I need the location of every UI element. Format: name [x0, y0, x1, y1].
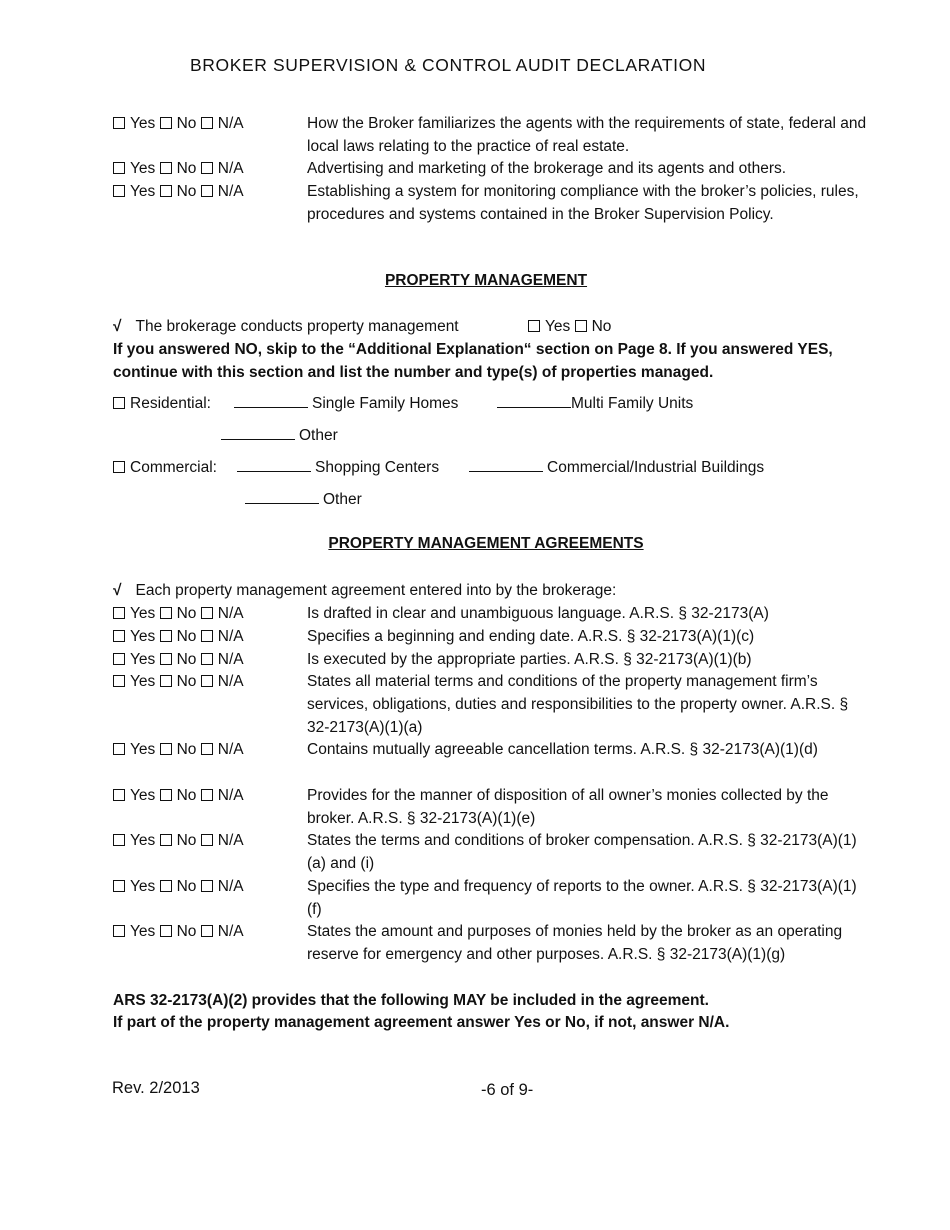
- yes-checkbox[interactable]: [528, 320, 540, 332]
- na-checkbox[interactable]: [201, 675, 213, 687]
- yes-checkbox[interactable]: [113, 789, 125, 801]
- item-description: Specifies the type and frequency of reports to the owner. A.R.S. § 32-2173(A)(1)(f): [307, 878, 857, 918]
- no-label: No: [176, 651, 197, 668]
- agreement-note-line-1: ARS 32-2173(A)(2) provides that the following MAY be included in the agreement.: [113, 992, 709, 1009]
- agreements-intro: [113, 579, 616, 602]
- na-checkbox[interactable]: [201, 743, 213, 755]
- yes-label: Yes: [130, 183, 156, 200]
- yes-checkbox[interactable]: [113, 653, 125, 665]
- answer-options: [113, 670, 244, 693]
- na-checkbox[interactable]: [201, 789, 213, 801]
- yes-checkbox[interactable]: [113, 117, 125, 129]
- no-label: No: [176, 160, 197, 177]
- na-checkbox[interactable]: [201, 630, 213, 642]
- section-title-agreements: PROPERTY MANAGEMENT AGREEMENTS: [328, 535, 644, 552]
- property-management-question: [113, 315, 459, 338]
- na-label: N/A: [217, 651, 244, 668]
- na-checkbox[interactable]: [201, 653, 213, 665]
- intro-text: Each property management agreement entered into by the brokerage:: [135, 582, 617, 599]
- item-description: States the terms and conditions of broker compensation. A.R.S. § 32-2173(A)(1)(a) and (i): [307, 832, 857, 872]
- yes-label: Yes: [130, 673, 156, 690]
- yes-label: Yes: [130, 787, 156, 804]
- document-title: BROKER SUPERVISION & CONTROL AUDIT DECLARATION: [190, 55, 707, 75]
- answer-options: [113, 648, 244, 671]
- no-label: No: [591, 318, 612, 335]
- other-label: Other: [299, 427, 338, 444]
- yes-checkbox[interactable]: [113, 675, 125, 687]
- multi-family-label: Multi Family Units: [571, 395, 694, 412]
- revision-label: Rev. 2/2013: [112, 1079, 200, 1097]
- skip-instruction: If you answered NO, skip to the “Additional Explanation“ section on Page 8. If you answered YES, continue with this section and list the number and type(s) of properties managed.: [113, 341, 833, 381]
- na-label: N/A: [217, 673, 244, 690]
- na-label: N/A: [217, 183, 244, 200]
- commercial-other-field: [245, 488, 362, 511]
- yes-label: Yes: [545, 318, 571, 335]
- yes-label: Yes: [130, 741, 156, 758]
- no-checkbox[interactable]: [160, 607, 172, 619]
- no-checkbox[interactable]: [160, 925, 172, 937]
- no-checkbox[interactable]: [575, 320, 587, 332]
- yes-label: Yes: [130, 832, 156, 849]
- na-checkbox[interactable]: [201, 162, 213, 174]
- commercial-label: Commercial:: [130, 459, 217, 476]
- na-label: N/A: [217, 605, 244, 622]
- yes-label: Yes: [130, 878, 156, 895]
- check-mark-icon: √: [113, 318, 122, 335]
- no-label: No: [176, 741, 197, 758]
- na-label: N/A: [217, 832, 244, 849]
- no-checkbox[interactable]: [160, 789, 172, 801]
- no-label: No: [176, 787, 197, 804]
- commercial-checkbox[interactable]: [113, 461, 125, 473]
- no-label: No: [176, 878, 197, 895]
- item-description: Contains mutually agreeable cancellation terms. A.R.S. § 32-2173(A)(1)(d): [307, 741, 818, 758]
- na-label: N/A: [217, 628, 244, 645]
- item-description: How the Broker familiarizes the agents with the requirements of state, federal and local laws relating to the practice of real estate.: [307, 115, 867, 155]
- no-label: No: [176, 628, 197, 645]
- no-checkbox[interactable]: [160, 834, 172, 846]
- na-checkbox[interactable]: [201, 834, 213, 846]
- agreement-note-line-2: If part of the property management agreement answer Yes or No, if not, answer N/A.: [113, 1014, 730, 1031]
- na-checkbox[interactable]: [201, 117, 213, 129]
- na-label: N/A: [217, 923, 244, 940]
- answer-options: [113, 112, 244, 135]
- yes-label: Yes: [130, 923, 156, 940]
- answer-options: [113, 602, 244, 625]
- no-checkbox[interactable]: [160, 880, 172, 892]
- na-checkbox[interactable]: [201, 880, 213, 892]
- item-description: States all material terms and conditions of the property management firm’s services, obligations, duties and responsibilities to the property owner. A.R.S. § 32-2173(A)(1)(a): [307, 673, 849, 736]
- residential-row: [113, 392, 211, 415]
- yes-checkbox[interactable]: [113, 162, 125, 174]
- item-description: Advertising and marketing of the brokerage and its agents and others.: [307, 160, 787, 177]
- single-family-blank[interactable]: [234, 393, 308, 408]
- check-mark-icon: √: [113, 582, 122, 599]
- commercial-buildings-blank[interactable]: [469, 457, 543, 472]
- yes-checkbox[interactable]: [113, 925, 125, 937]
- na-label: N/A: [217, 878, 244, 895]
- single-family-label: Single Family Homes: [312, 395, 459, 412]
- commercial-buildings-field: [469, 456, 764, 479]
- yes-label: Yes: [130, 628, 156, 645]
- item-description: Establishing a system for monitoring compliance with the broker’s policies, rules, procedures and systems contained in the Broker Supervision Policy.: [307, 183, 859, 223]
- shopping-centers-blank[interactable]: [237, 457, 311, 472]
- answer-options: [113, 180, 244, 203]
- yes-checkbox[interactable]: [113, 743, 125, 755]
- yes-label: Yes: [130, 160, 156, 177]
- residential-checkbox[interactable]: [113, 397, 125, 409]
- multi-family-field: [497, 392, 693, 415]
- residential-label: Residential:: [130, 395, 211, 412]
- na-checkbox[interactable]: [201, 925, 213, 937]
- no-checkbox[interactable]: [160, 185, 172, 197]
- answer-options: [113, 157, 244, 180]
- no-checkbox[interactable]: [160, 743, 172, 755]
- no-checkbox[interactable]: [160, 117, 172, 129]
- residential-other-blank[interactable]: [221, 425, 295, 440]
- answer-options: [113, 625, 244, 648]
- commercial-row: [113, 456, 217, 479]
- yes-label: Yes: [130, 605, 156, 622]
- shopping-centers-label: Shopping Centers: [315, 459, 440, 476]
- commercial-buildings-label: Commercial/Industrial Buildings: [547, 459, 765, 476]
- no-label: No: [176, 605, 197, 622]
- na-label: N/A: [217, 160, 244, 177]
- no-checkbox[interactable]: [160, 675, 172, 687]
- na-label: N/A: [217, 741, 244, 758]
- no-checkbox[interactable]: [160, 630, 172, 642]
- yes-checkbox[interactable]: [113, 607, 125, 619]
- question-text: The brokerage conducts property management: [135, 318, 459, 335]
- yes-checkbox[interactable]: [113, 834, 125, 846]
- item-description: States the amount and purposes of monies held by the broker as an operating reserve for emergency and other purposes. A.R.S. § 32-2173(A)(1)(g): [307, 923, 843, 963]
- yes-checkbox[interactable]: [113, 185, 125, 197]
- answer-options: [113, 875, 244, 898]
- single-family-field: [234, 392, 458, 415]
- no-checkbox[interactable]: [160, 162, 172, 174]
- shopping-centers-field: [237, 456, 439, 479]
- commercial-other-blank[interactable]: [245, 489, 319, 504]
- na-checkbox[interactable]: [201, 185, 213, 197]
- no-label: No: [176, 832, 197, 849]
- na-label: N/A: [217, 115, 244, 132]
- yes-label: Yes: [130, 651, 156, 668]
- answer-options: [113, 784, 244, 807]
- no-label: No: [176, 183, 197, 200]
- residential-other-field: [221, 424, 338, 447]
- section-title-property-management: PROPERTY MANAGEMENT: [384, 272, 588, 289]
- answer-options: [113, 829, 244, 852]
- page-number: -6 of 9-: [481, 1081, 534, 1099]
- property-management-answer: [528, 315, 611, 338]
- na-checkbox[interactable]: [201, 607, 213, 619]
- na-label: N/A: [217, 787, 244, 804]
- no-label: No: [176, 673, 197, 690]
- answer-options: [113, 738, 244, 761]
- yes-label: Yes: [130, 115, 156, 132]
- item-description: Is executed by the appropriate parties. A.R.S. § 32-2173(A)(1)(b): [307, 651, 752, 668]
- item-description: Is drafted in clear and unambiguous language. A.R.S. § 32-2173(A): [307, 605, 769, 622]
- no-label: No: [176, 923, 197, 940]
- yes-checkbox[interactable]: [113, 630, 125, 642]
- yes-checkbox[interactable]: [113, 880, 125, 892]
- answer-options: [113, 920, 244, 943]
- item-description: Specifies a beginning and ending date. A.R.S. § 32-2173(A)(1)(c): [307, 628, 755, 645]
- other-label: Other: [323, 491, 362, 508]
- no-label: No: [176, 115, 197, 132]
- item-description: Provides for the manner of disposition of all owner’s monies collected by the broker. A.R.S. § 32-2173(A)(1)(e): [307, 787, 829, 827]
- no-checkbox[interactable]: [160, 653, 172, 665]
- multi-family-blank[interactable]: [497, 393, 571, 408]
